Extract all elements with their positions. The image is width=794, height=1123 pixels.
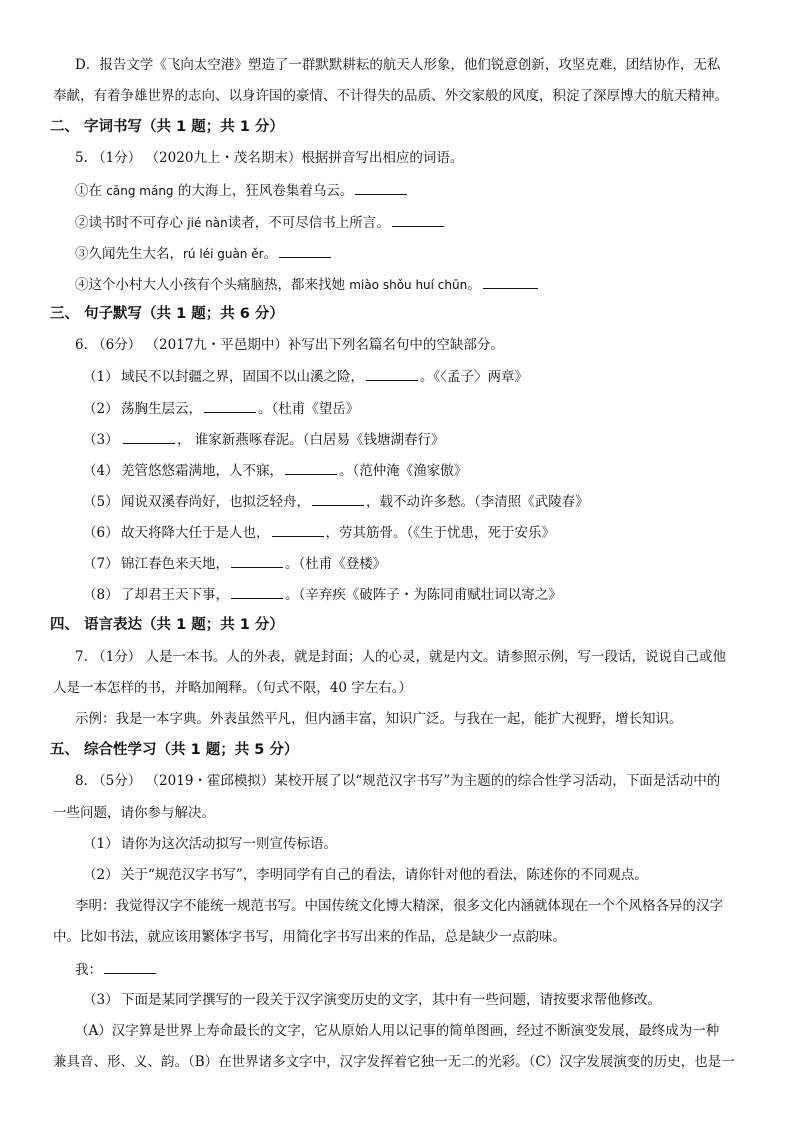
answer-blank[interactable] — [204, 398, 256, 413]
item-text: 请你为这次活动拟写一则宣传标语。 — [121, 836, 337, 852]
pinyin: jié nàn — [187, 216, 228, 230]
question-8-line1: 8. （5分） （2019・霍邱模拟）某校开展了以“规范汉字书写”为主题的的综合性学习活动，下面是活动中的 — [75, 773, 721, 789]
q5-item-text: 。 — [263, 246, 278, 262]
q8-sub-2 — [83, 865, 754, 885]
passage-line2: 兼具音、形、义、韵。（B）在世界诸多文字中，汉字发挥着它独一无二的光彩。（C）汉字发展演变的历史，也是一 — [53, 1054, 735, 1070]
my-view — [75, 959, 754, 980]
option-d-line2: 奉献，有着争雄世界的志向、以身许国的豪情、不计得失的品质、外交家般的风度，积淀了深厚博大的航天精神。 — [53, 88, 728, 104]
my-view-label: 我： — [75, 962, 102, 978]
item-text: 。（辛弃疾《破阵子・为陈同甫赋壮词以寄之》 — [285, 587, 562, 603]
q5-item-text: ①在 — [75, 183, 107, 199]
passage-line1: （A）汉字算是世界上寿命最长的文字，它从原始人用以记事的简单图画，经过不断演变发展，最终成为一种 — [75, 1023, 720, 1039]
answer-blank[interactable] — [123, 429, 175, 444]
answer-blank[interactable] — [483, 274, 538, 289]
q6-item-6 — [83, 522, 754, 543]
section-4-title: 四、 语言表达（共 1 题；共 1 分） — [50, 617, 284, 633]
q6-item-8 — [83, 584, 754, 605]
item-text: 了却君王天下事， — [121, 587, 229, 603]
item-number: （7） — [83, 556, 119, 572]
question-8-line2: 一些问题，请你参与解决。 — [53, 805, 215, 821]
answer-blank[interactable] — [285, 460, 337, 475]
question-6: 6. （6分） （2017九・平邑期中）补写出下列名篇名句中的空缺部分。 — [75, 337, 504, 353]
q5-item-text: ②读书时不可存心 — [75, 215, 188, 231]
q8-sub-3 — [83, 990, 754, 1010]
item-text: ，劳其筋骨。（《生于忧患，死于安乐》 — [325, 525, 555, 541]
item-text: 。《〈孟子〉两章》 — [420, 369, 528, 385]
item-number: （1） — [83, 369, 119, 385]
answer-blank[interactable] — [312, 491, 364, 506]
q5-item-1 — [75, 180, 754, 201]
pinyin: rú léi guàn ěr — [183, 247, 264, 261]
item-text: 下面是某同学撰写的一段关于汉字演变历史的文字，其中有一些问题，请按要求帮他修改。 — [121, 992, 661, 1008]
section-5-title: 五、 综合性学习（共 1 题；共 5 分） — [50, 742, 299, 758]
item-text: 荡胸生层云， — [121, 401, 202, 417]
item-text: ，载不动许多愁。（李清照《武陵春》 — [366, 494, 589, 510]
pinyin: miào shǒu huí chūn — [349, 278, 468, 292]
pinyin: cāng máng — [106, 184, 174, 198]
q5-item-3 — [75, 243, 754, 264]
item-number: （2） — [83, 867, 119, 883]
answer-blank[interactable] — [104, 959, 156, 974]
answer-blank[interactable] — [272, 522, 324, 537]
question-7-line1: 7. （1分） 人是一本书。人的外表，就是封面；人的心灵，就是内文。请参照示例，写一段话，说说自己或他 — [75, 649, 727, 665]
item-number: （8） — [83, 587, 119, 603]
item-text: 锦江春色来天地， — [121, 556, 229, 572]
item-text: 故天将降大任于是人也， — [121, 525, 270, 541]
question-5: 5. （1分） （2020九上・茂名期末）根据拼音写出相应的词语。 — [75, 150, 464, 166]
item-text: ， 谁家新燕啄春泥。（白居易《钱塘湖春行》 — [177, 432, 445, 448]
answer-blank[interactable] — [366, 366, 418, 381]
q6-item-1 — [83, 366, 754, 387]
item-number: （2） — [83, 401, 119, 417]
item-number: （6） — [83, 525, 119, 541]
liming-view-line2: 中。比如书法，就应该用繁体字书写，用简化字书写出来的作品，总是缺少一点韵味。 — [53, 929, 566, 945]
q6-item-5 — [83, 491, 754, 512]
answer-blank[interactable] — [231, 553, 283, 568]
item-text: 。（范仲淹《渔家傲》 — [339, 463, 468, 479]
section-3-title: 三、 句子默写（共 1 题；共 6 分） — [50, 306, 284, 322]
option-d-line1: D．报告文学《飞向太空港》塑造了一群默默耕耘的航天人形象，他们锐意创新，攻坚克难，团结协作，无私 — [75, 57, 721, 73]
q5-item-text: 的大海上，狂风卷集着乌云。 — [173, 183, 354, 199]
question-7-example: 示例：我是一本字典。外表虽然平凡，但内涵丰富，知识广泛。与我在一起，能扩大视野，增长知识。 — [75, 711, 683, 727]
item-number: （3） — [83, 432, 119, 448]
item-text: 关于“规范汉字书写”，李明同学有自己的看法，请你针对他的看法，陈述你的不同观点。 — [121, 867, 648, 883]
q5-item-text: ④这个小村大人小孩有个头痛脑热，都来找她 — [75, 277, 350, 293]
question-7-line2: 人是一本怎样的书，并略加阐释。（句式不限，40 字左右。） — [53, 680, 412, 696]
answer-blank[interactable] — [355, 180, 407, 195]
q5-item-text: ③久闻先生大名， — [75, 246, 183, 262]
item-number: （1） — [83, 836, 119, 852]
answer-blank[interactable] — [279, 243, 331, 258]
item-text: 域民不以封疆之界，固国不以山溪之险， — [121, 369, 364, 385]
item-text: 闻说双溪春尚好，也拟泛轻舟， — [121, 494, 310, 510]
q6-item-4 — [83, 460, 754, 481]
answer-blank[interactable] — [392, 212, 444, 227]
section-2-title: 二、 字词书写（共 1 题；共 1 分） — [50, 119, 284, 135]
item-text: 。（杜甫《登楼》 — [285, 556, 387, 572]
q8-sub-1 — [83, 834, 754, 854]
q6-item-3 — [83, 429, 754, 450]
q5-item-2 — [75, 212, 754, 233]
q6-item-2 — [83, 398, 754, 419]
q5-item-text: 读者，不可尽信书上所言。 — [227, 215, 390, 231]
item-number: （4） — [83, 463, 119, 479]
q5-item-4 — [75, 274, 754, 295]
item-number: （5） — [83, 494, 119, 510]
liming-view-line1: 李明：我觉得汉字不能统一规范书写。中国传统文化博大精深，很多文化内涵就体现在一个个风格各异的汉字 — [75, 898, 723, 914]
answer-blank[interactable] — [231, 584, 283, 599]
item-text: 羌管悠悠霜满地，人不寐， — [121, 463, 283, 479]
item-number: （3） — [83, 992, 119, 1008]
q5-item-text: 。 — [467, 277, 481, 293]
q6-item-7 — [83, 553, 754, 574]
item-text: 。（杜甫《望岳》 — [258, 401, 360, 417]
